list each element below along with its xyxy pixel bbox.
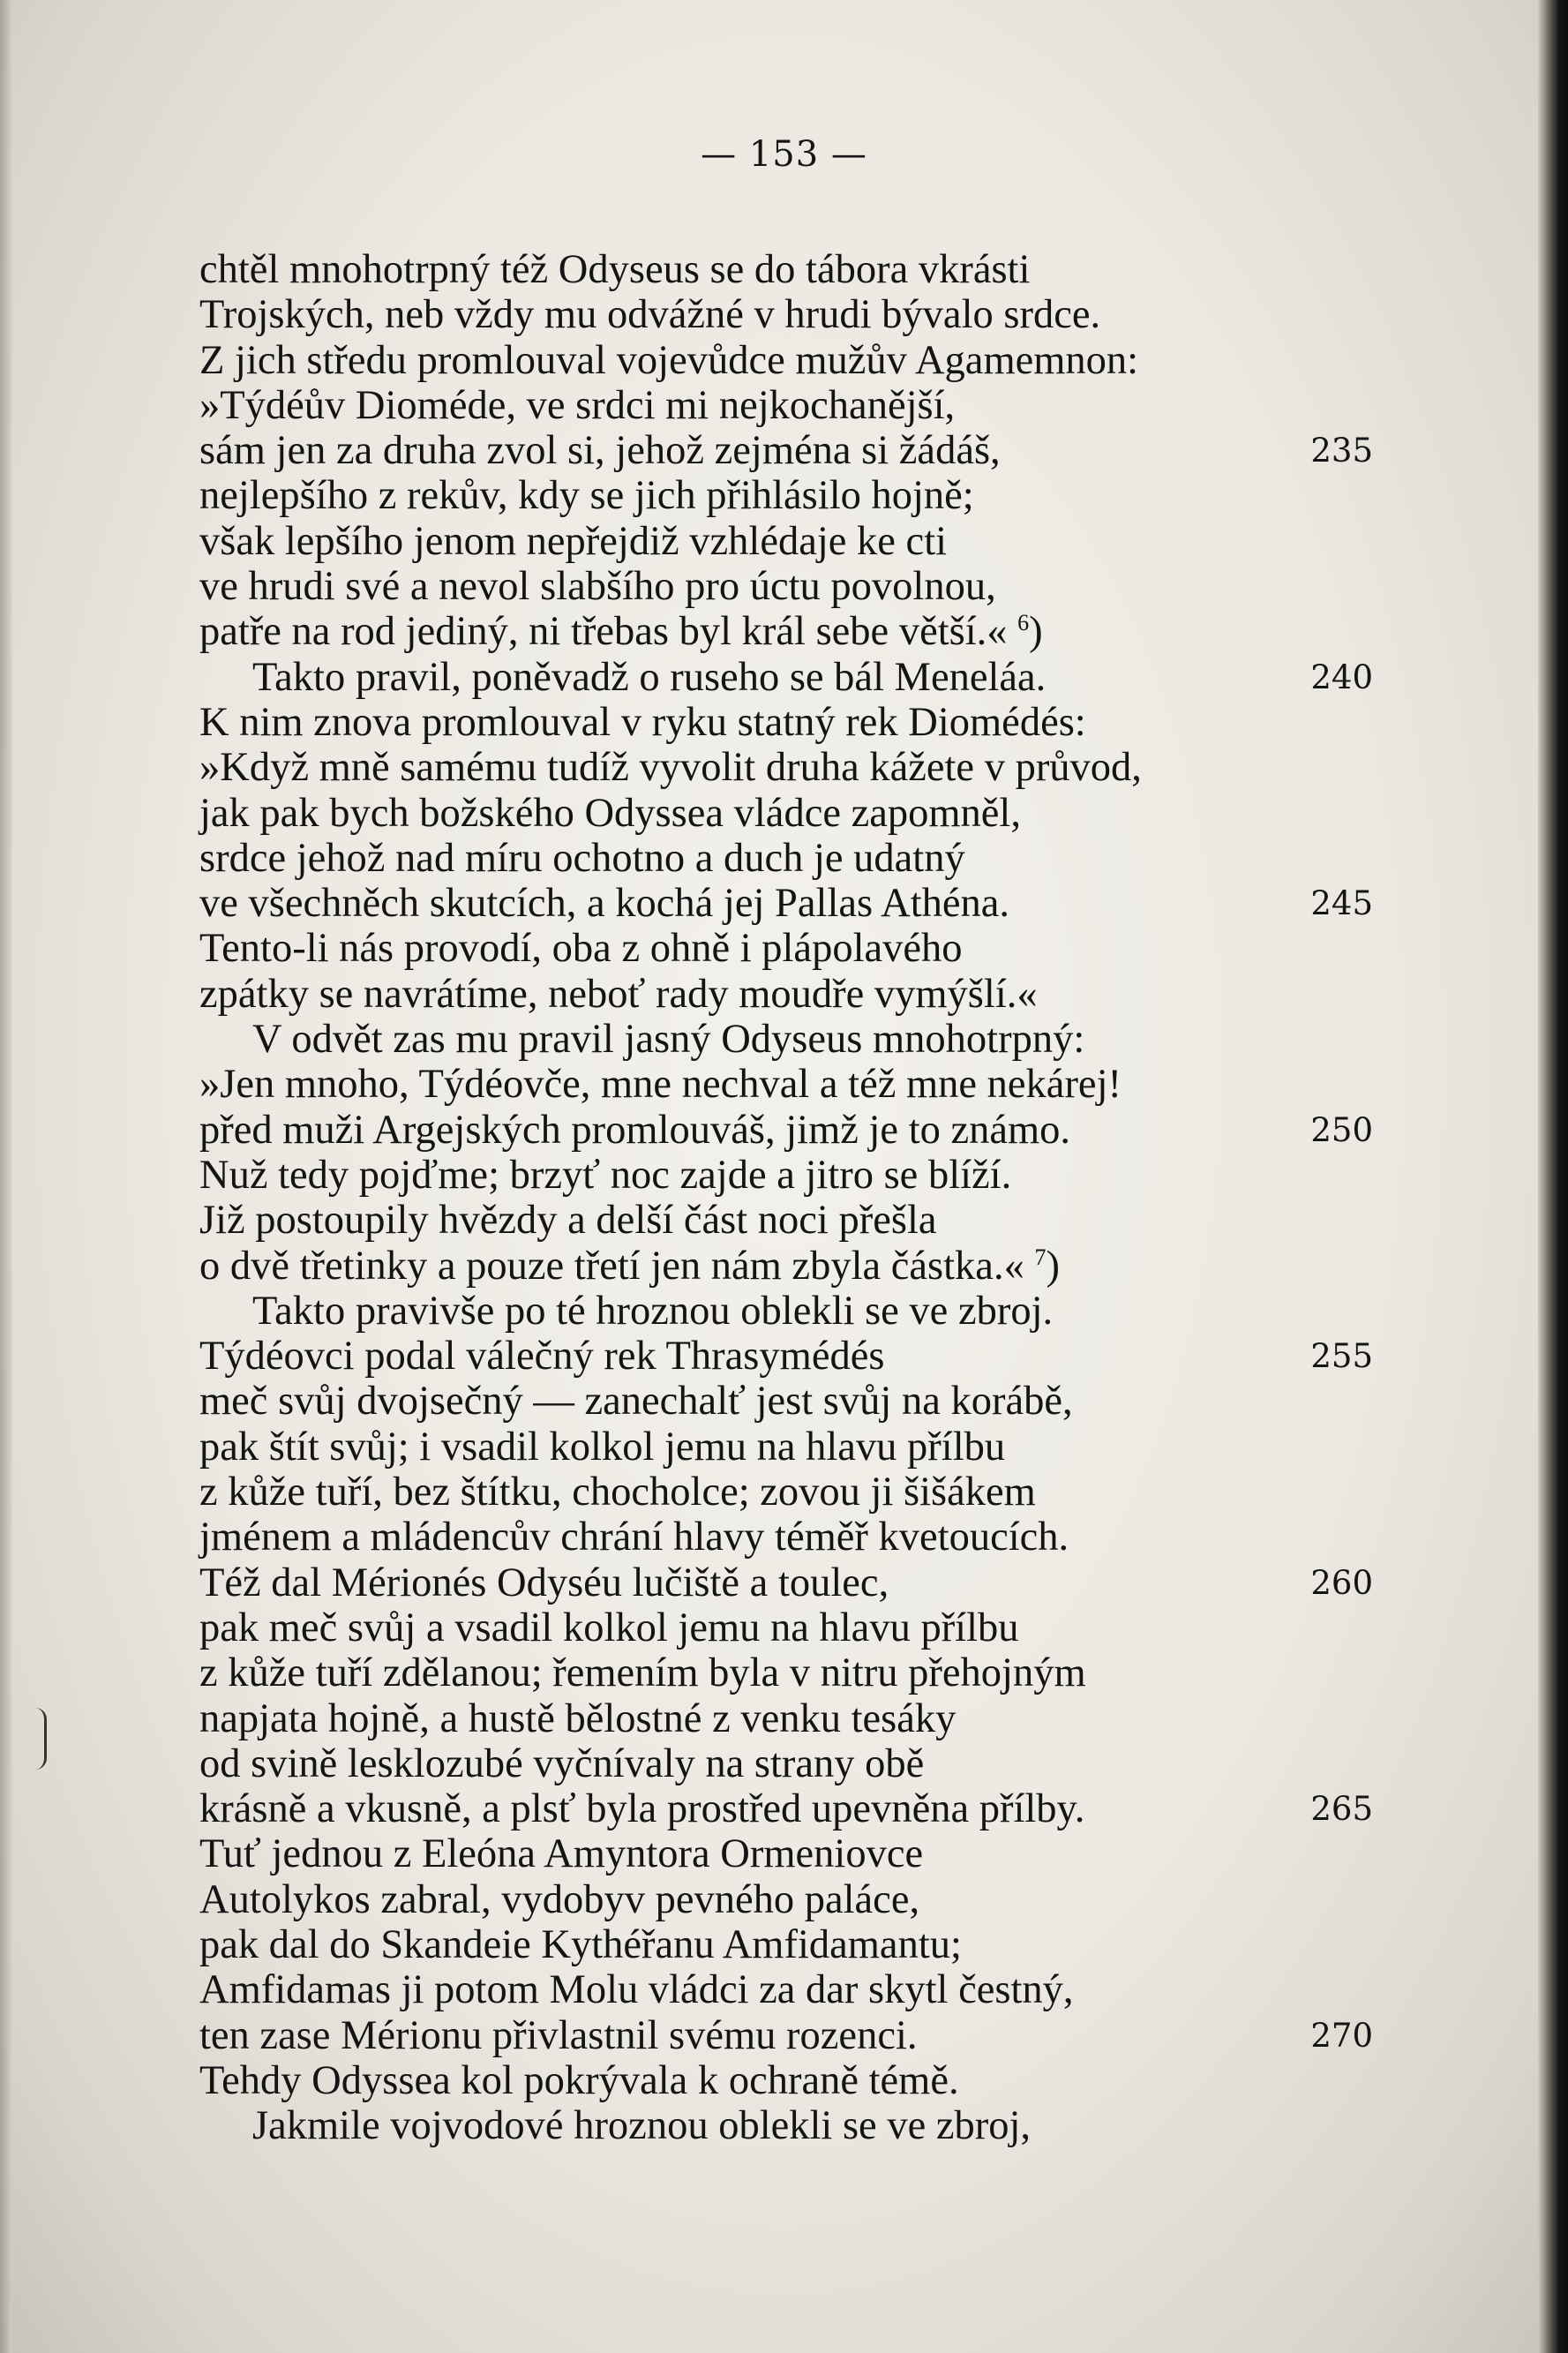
verse-line [199,1967,1373,2012]
verse-text-content: krásně a vkusně, a plsť byla prostřed upevněna přílby. [199,1786,1085,1832]
verse-text-content: z kůže tuří, bez štítku, chocholce; zovou ji šišákem [199,1470,1036,1515]
verse-text-content: však lepšího jenom nepřejdiž vzhlédaje ke cti [199,518,948,564]
verse-line [199,881,1373,926]
verse-text [199,791,1021,836]
verse-text [199,881,1009,926]
verse-line [199,1062,1373,1107]
verse-text [199,1470,1036,1515]
left-page-shadow [0,0,12,2353]
verse-text-content: Amfidamas ji potom Molu vládci za dar skytl čestný, [199,1967,1074,2013]
page-number: — 153 — [701,134,867,175]
verse-line [199,1786,1373,1831]
verse-line [199,1379,1373,1424]
verse-text [199,700,1086,745]
verse-text-content: srdce jehož nad míru ochotno a duch je udatný [199,835,965,881]
footnote-paren: ) [1046,1243,1060,1289]
verse-text [199,609,1043,654]
verse-text [199,1289,1053,1334]
verse-text-content: Takto pravivše po té hroznou oblekli se ve zbroj. [252,1288,1054,1334]
line-number: 235 [1310,432,1373,470]
verse-text [199,1741,924,1786]
verse-text-content: jak pak bych božského Odyssea vládce zapomněl, [199,790,1021,836]
verse-text [199,519,947,564]
verse-text-content: Autolykos zabral, vydobyv pevného paláce, [199,1876,920,1922]
verse-text-content: »Když mně samému tudíž vyvolit druha kážete v průvod, [199,745,1142,791]
verse-line [199,1244,1373,1289]
verse-text-content: V odvět zas mu pravil jasný Odyseus mnohotrpný: [252,1017,1085,1063]
verse-text [199,247,1030,292]
verse-line [199,1831,1373,1876]
verse-text-content: ve hrudi své a nevol slabšího pro úctu povolnou, [199,564,996,610]
verse-line [199,473,1373,518]
verse-text [199,2013,918,2058]
verse-line [199,1017,1373,1062]
verse-block [199,247,1373,2148]
verse-text-content: patře na rod jediný, ni třebas byl král sebe větší.« [199,609,1008,655]
verse-text [199,1605,1019,1650]
verse-line [199,1153,1373,1198]
verse-line [199,1650,1373,1695]
verse-line [199,700,1373,745]
verse-text [199,1017,1084,1062]
verse-line [199,972,1373,1017]
verse-line [199,1560,1373,1605]
verse-text-content: Tuť jednou z Eleóna Amyntora Ormeniovce [199,1831,924,1877]
verse-text [199,1967,1074,2012]
line-number: 240 [1310,658,1373,696]
verse-text [199,1650,1086,1695]
verse-line [199,836,1373,881]
verse-text-content: Týdéovci podal válečný rek Thrasymédés [199,1334,885,1379]
verse-line [199,564,1373,609]
verse-text [199,972,1038,1017]
verse-text [199,383,955,428]
verse-text-content: sám jen za druha zvol si, jehož zejména si žádáš, [199,428,1001,474]
verse-line [199,2103,1373,2148]
margin-bracket-mark [35,1708,47,1770]
verse-line [199,1877,1373,1922]
verse-line [199,1605,1373,1650]
verse-text [199,564,996,609]
verse-text [199,1786,1084,1831]
verse-text-content: napjata hojně, a hustě bělostné z venku tesáky [199,1695,957,1741]
verse-text [199,1108,1070,1153]
verse-text-content: Jakmile vojvodové hroznou oblekli se ve zbroj, [252,2103,1032,2149]
verse-line [199,1198,1373,1243]
verse-text-content: »Týdéův Dioméde, ve srdci mi nejkochanější, [199,382,956,428]
verse-text-content: Z jich středu promlouval vojevůdce mužův Agamemnon: [199,337,1139,383]
verse-line [199,1470,1373,1515]
verse-line [199,1741,1373,1786]
line-number: 265 [1310,1790,1373,1829]
verse-text [199,1153,1011,1198]
verse-text-content: před muži Argejských promlouváš, jimž je to známo. [199,1107,1071,1153]
verse-text-content: chtěl mnohotrpný též Odyseus se do tábora vkrásti [199,247,1031,292]
verse-line [199,609,1373,654]
verse-line [199,1696,1373,1741]
verse-text-content: ve všechněch skutcích, a kochá jej Pallas Athéna. [199,881,1010,927]
verse-line [199,745,1373,790]
line-number: 245 [1310,884,1373,923]
verse-text-content: nejlepšího z rekův, kdy se jich přihlásilo hojně; [199,473,974,519]
verse-line [199,383,1373,428]
verse-line [199,428,1373,473]
verse-text-content: Takto pravil, poněvadž o ruseho se bál Meneláa. [252,654,1047,700]
right-page-edge [1538,0,1568,2353]
verse-text [199,2103,1031,2148]
verse-text [199,1244,1060,1289]
verse-line [199,926,1373,971]
verse-text-content: jménem a mládencův chrání hlavy téměř kvetoucích. [199,1515,1069,1560]
verse-text [199,1062,1122,1107]
verse-text [199,1922,962,1967]
verse-text-content: Nuž tedy pojďme; brzyť noc zajde a jitro se blíží. [199,1152,1012,1198]
verse-text-content: Též dal Mérionés Odyséu lučiště a toulec, [199,1560,889,1605]
verse-text-content: meč svůj dvojsečný — zanechalť jest svůj na korábě, [199,1379,1073,1425]
verse-line [199,2013,1373,2058]
verse-text-content: Tento-li nás provodí, oba z ohně i plápolavého [199,926,963,972]
verse-text [199,1198,937,1243]
line-number: 260 [1310,1563,1373,1602]
verse-text [199,745,1142,790]
verse-text-content: pak meč svůj a vsadil kolkol jemu na hlavu přílbu [199,1605,1019,1650]
verse-line [199,338,1373,383]
verse-line [199,1922,1373,1967]
verse-text [199,1379,1073,1424]
verse-text-content: pak štít svůj; i vsadil kolkol jemu na hlavu přílbu [199,1424,1006,1470]
line-number: 255 [1310,1337,1373,1376]
verse-text-content: »Jen mnoho, Týdéovče, mne nechval a též mne nekárej! [199,1062,1122,1108]
verse-text [199,428,1001,473]
verse-text-content: od svině lesklozubé vyčnívaly na strany obě [199,1740,925,1786]
verse-text-content: Již postoupily hvězdy a delší část noci přešla [199,1198,937,1244]
verse-text [199,338,1138,383]
verse-text-content: zpátky se navrátíme, neboť rady moudře vymýšlí.« [199,971,1038,1017]
verse-text [199,1877,919,1922]
verse-line [199,1108,1373,1153]
verse-line [199,791,1373,836]
verse-line [199,655,1373,700]
verse-line [199,1289,1373,1334]
verse-text [199,655,1046,700]
verse-text-content: o dvě třetinky a pouze třetí jen nám zbyla částka.« [199,1243,1024,1289]
verse-line [199,519,1373,564]
line-number: 250 [1310,1110,1373,1149]
verse-text [199,473,974,518]
verse-text [199,836,965,881]
verse-text [199,1334,884,1379]
verse-text [199,1515,1069,1560]
verse-line [199,247,1373,292]
verse-text [199,1425,1005,1470]
verse-text [199,926,963,971]
verse-text-content: pak dal do Skandeie Kythéřanu Amfidamantu; [199,1921,962,1967]
footnote-marker: 7 [1034,1244,1047,1270]
verse-text [199,292,1100,337]
verse-line [199,1334,1373,1379]
verse-text [199,2058,959,2103]
verse-text [199,1560,889,1605]
verse-text [199,1696,956,1741]
verse-line [199,1515,1373,1560]
verse-text-content: ten zase Mérionu přivlastnil svému rozenci. [199,2012,918,2058]
verse-text-content: z kůže tuří zdělanou; řemením byla v nitru přehojným [199,1650,1086,1696]
verse-text-content: Trojských, neb vždy mu odvážné v hrudi bývalo srdce. [199,292,1101,338]
verse-line [199,2058,1373,2103]
footnote-paren: ) [1029,609,1043,655]
footnote-marker: 6 [1017,610,1030,636]
line-number: 270 [1310,2016,1373,2055]
verse-text [199,1831,923,1876]
verse-line [199,1425,1373,1470]
verse-line [199,292,1373,337]
verse-text-content: K nim znova promlouval v ryku statný rek Diomédés: [199,699,1086,745]
verse-text-content: Tehdy Odyssea kol pokrývala k ochraně témě. [199,2057,959,2103]
